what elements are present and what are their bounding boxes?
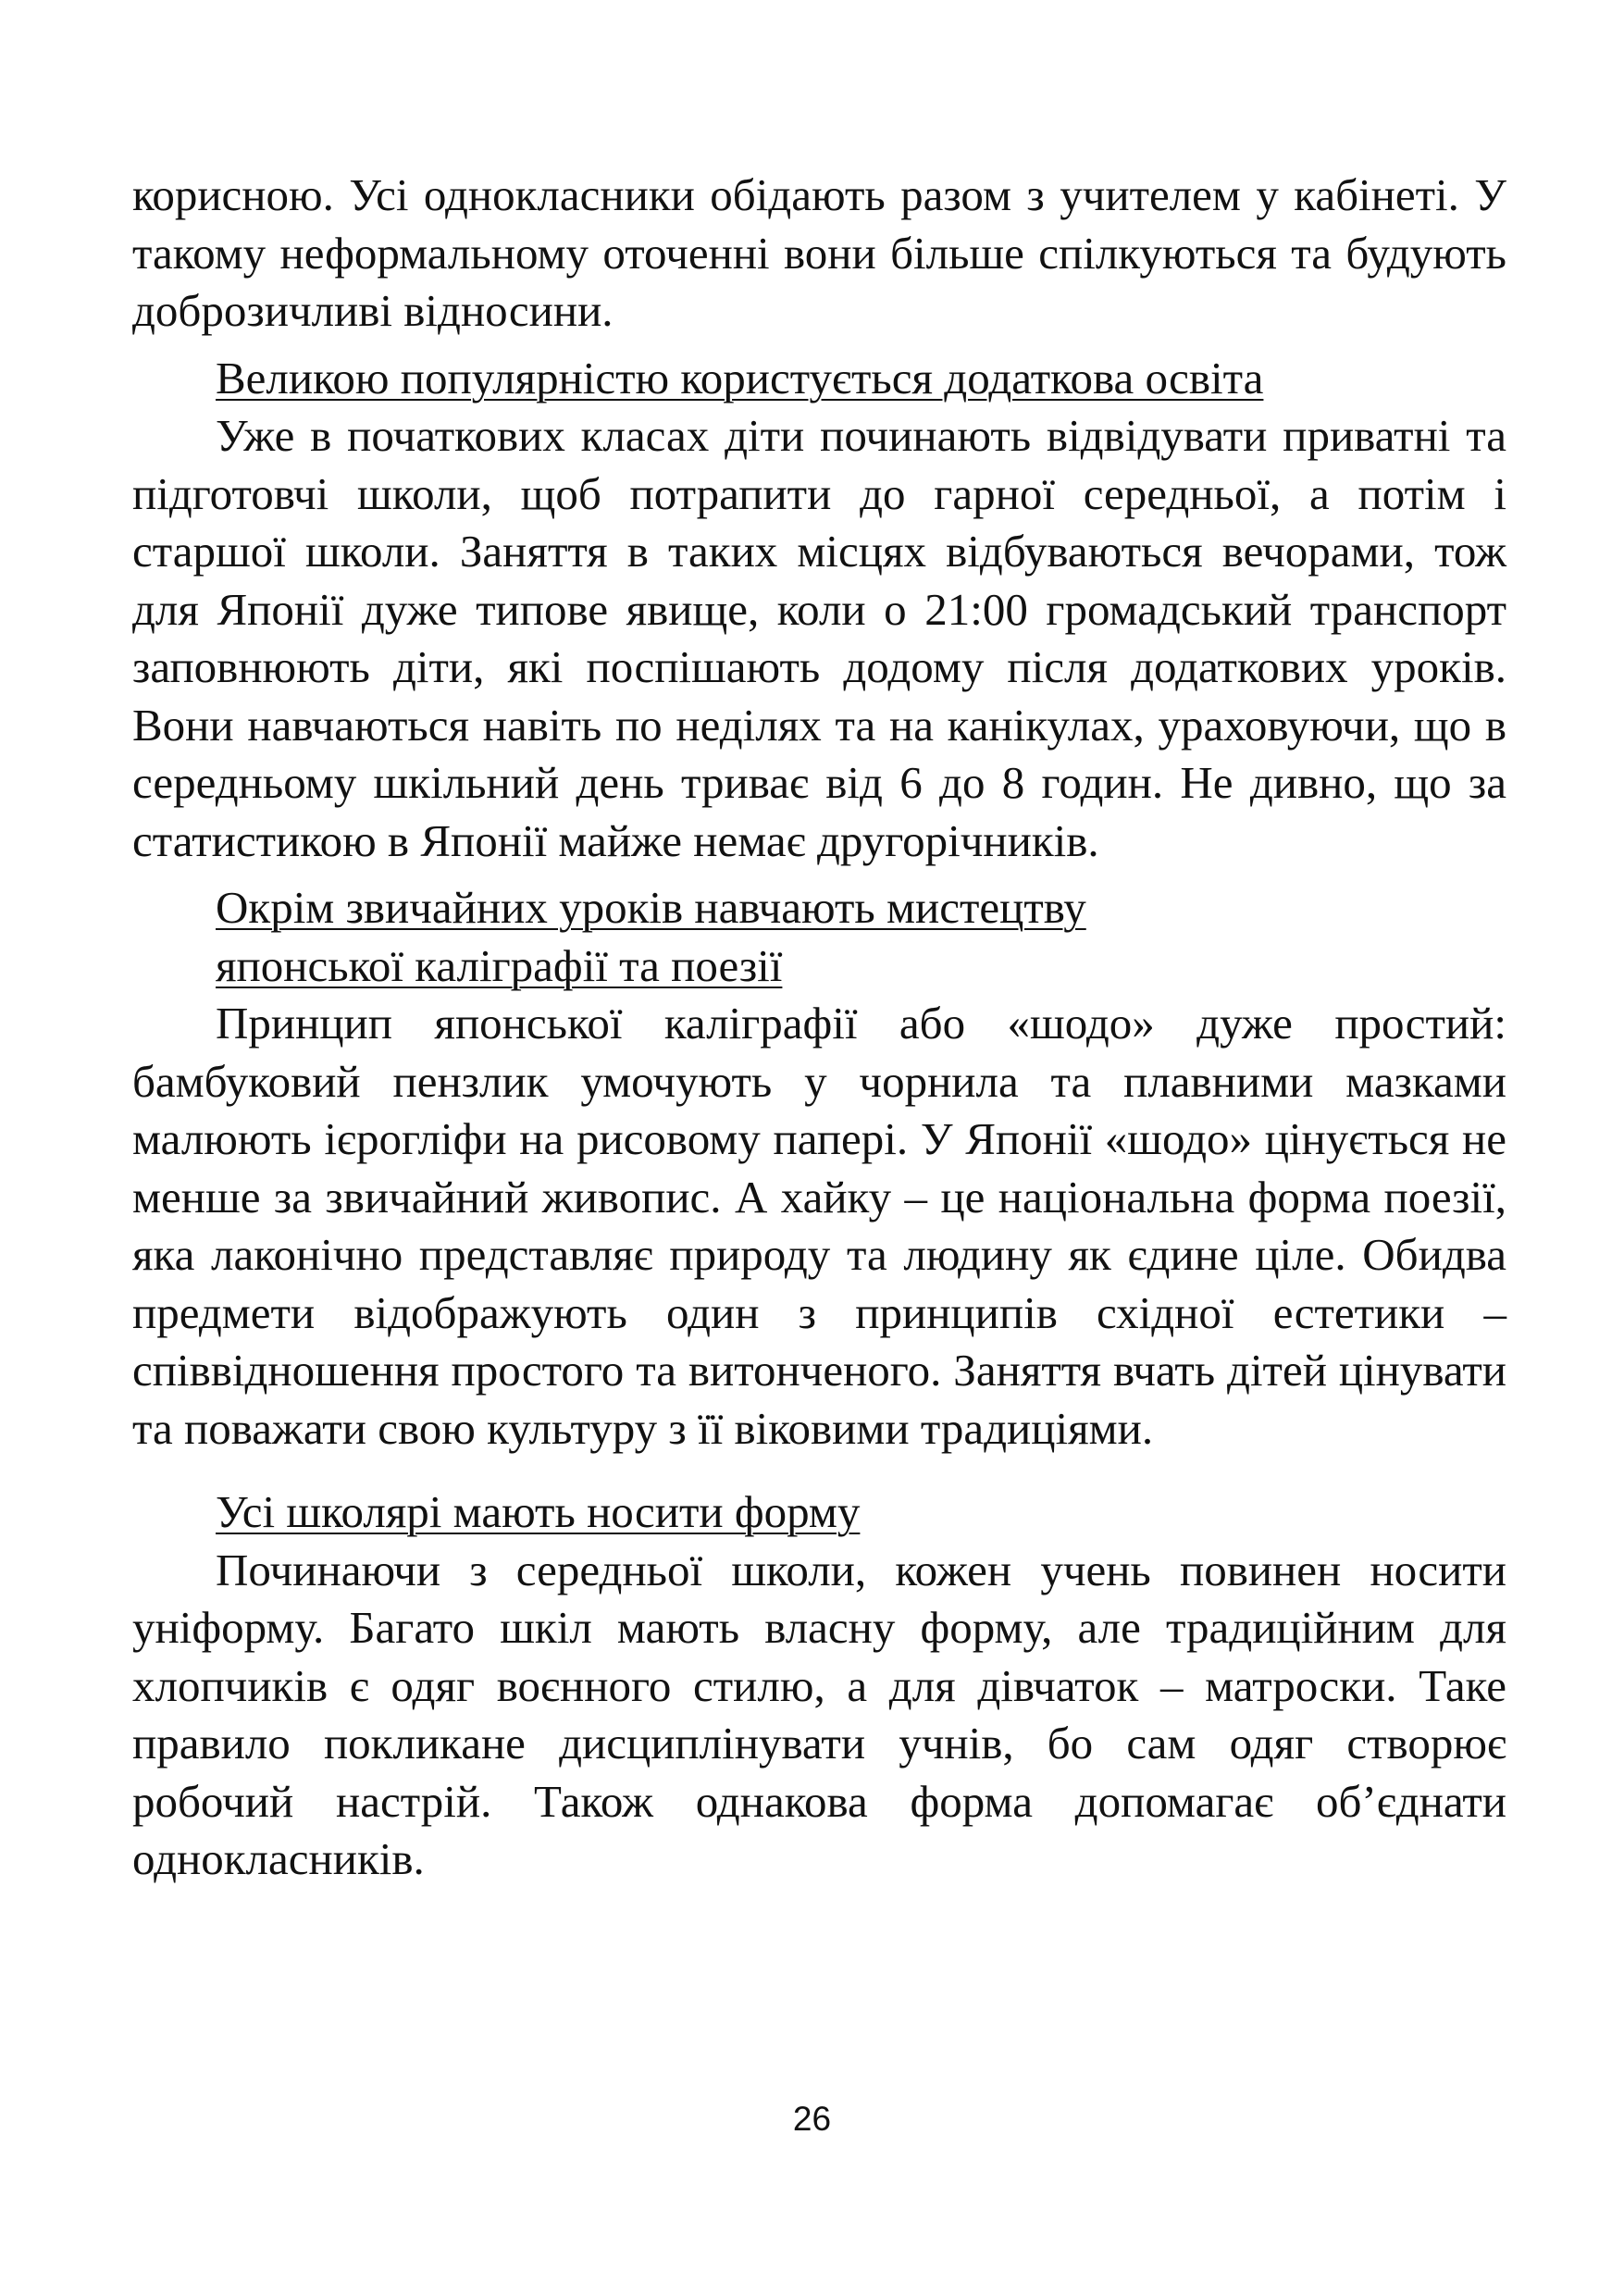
page-content [132,167,1506,1889]
heading-line: Усі школярі мають носити форму [216,1486,861,1537]
paragraph-uniform: Починаючи з середньої школи, кожен учень повинен носити уніформу. Багато шкіл мають власну форму, але традиційним для хлопчиків є одяг воєнного стилю, а для дівчаток – матроски. Таке правило покликане дисциплінувати учнів, бо сам одяг створює робочий настрій. Також однакова форма допомагає об’єднати однокласників. [132,1544,1506,1884]
section-heading-uniform [132,1483,1506,1542]
page-number: 26 [792,2100,832,2138]
spacer [132,341,1506,350]
spacer [132,870,1506,879]
heading-line: Великою популярністю користується додаткова освіта [216,352,1264,403]
paragraph-lunch-continued: корисною. Усі однокласники обідають разом з учителем у кабінеті. У такому неформальному оточенні вони більше спілкуються та будують доброзичливі відносини. [132,169,1506,336]
paragraph-calligraphy-poetry: Принцип японської каліграфії або «шодо» дуже простий: бамбуковий пензлик умочують у чорнила та плавними мазками малюють ієрогліфи на рисовому папері. У Японії «шодо» цінується не менше за звичайний живопис. А хайку – це національна форма поезії, яка лаконічно представляє природу та людину як єдине ціле. Обидва предмети відображують один з принципів східної естетики – співвідношення простого та витонченого. Заняття вчать дітей цінувати та поважати свою культуру з її віковими традиціями. [132,998,1506,1454]
spacer [132,1458,1506,1483]
heading-line: японської каліграфії та поезії [216,939,783,991]
section-heading-calligraphy-poetry [132,879,1506,995]
section-heading-additional-education [132,350,1506,408]
paragraph-additional-education: Уже в початкових класах діти починають відвідувати приватні та підготовчі школи, щоб потрапити до гарної середньої, а потім і старшої школи. Заняття в таких місцях відбуваються вечорами, тож для Японії дуже типове явище, коли о 21:00 громадський транспорт заповнюють діти, які поспішають додому після додаткових уроків. Вони навчаються навіть по неділях та на канікулах, ураховуючи, що в середньому шкільний день триває від 6 до 8 годин. Не дивно, що за статистикою в Японії майже немає другорічників. [132,410,1506,866]
heading-line: Окрім звичайних уроків навчають мистецтву [216,882,1086,933]
